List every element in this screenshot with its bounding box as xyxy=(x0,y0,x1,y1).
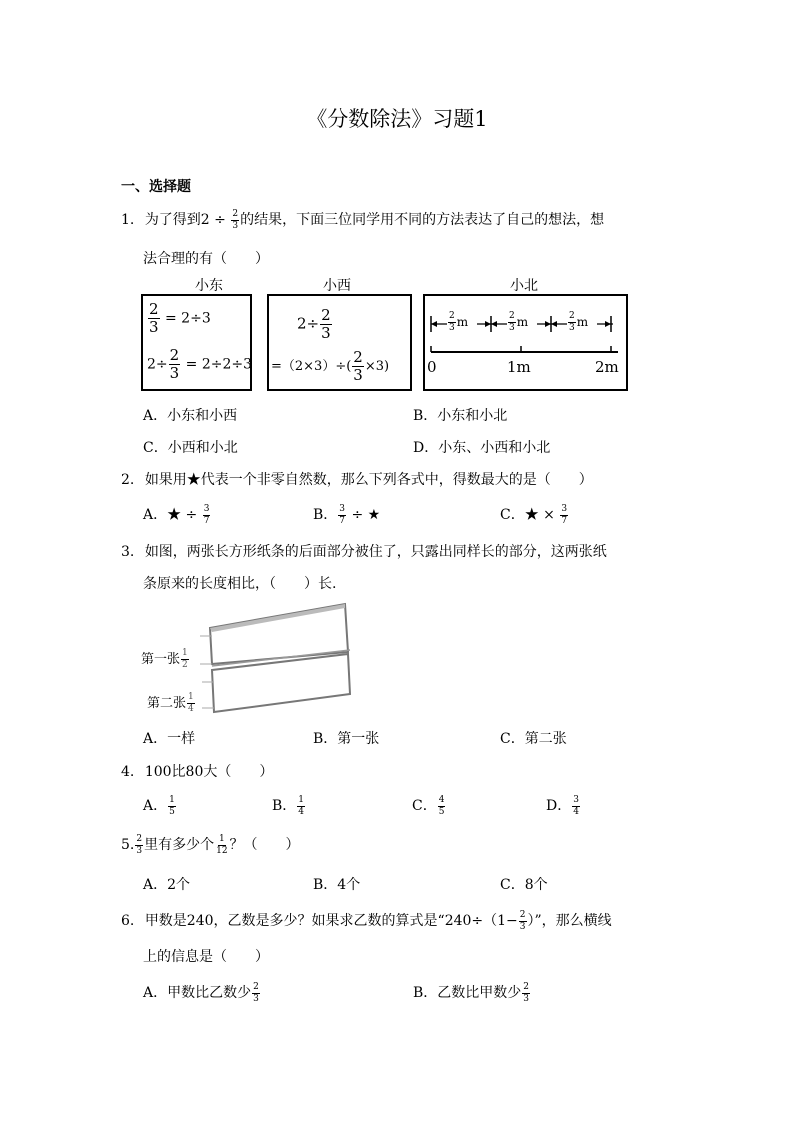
q4-option-c[interactable]: C． $\frac{4}{5}$ xyxy=(412,794,445,817)
label-xiaobei: 小北 xyxy=(510,278,538,294)
q3-line2: 条原来的长度相比，（ ）长. xyxy=(143,576,337,592)
q1-option-d[interactable]: D．小东、小西和小北 xyxy=(413,440,551,456)
q6-line2: 上的信息是（ ） xyxy=(143,949,269,965)
q1-option-c[interactable]: C．小西和小北 xyxy=(143,440,238,456)
box-xiaobei xyxy=(423,294,628,391)
q6-option-b[interactable]: B．乙数比甲数少 $\frac{2}{3}$ xyxy=(413,981,530,1004)
tick-label-0: 0 xyxy=(427,358,437,376)
label-xiaoxi: 小西 xyxy=(323,278,351,294)
q3-option-b[interactable]: B．第一张 xyxy=(313,731,380,747)
q4-line: 4. 100比80大（ ） xyxy=(121,764,274,780)
tick-label-1m: 1m xyxy=(507,358,531,376)
q1-line2: 法合理的有（ ） xyxy=(143,251,269,267)
number-line xyxy=(423,294,628,391)
q5-option-b[interactable]: B．4个 xyxy=(313,877,361,893)
q5-number: 5. xyxy=(121,837,135,853)
q2-option-c[interactable]: C．★ × $\frac{3}{7}$ xyxy=(500,503,568,526)
page-title: 《分数除法》习题1 xyxy=(306,107,488,131)
q5-line: 5. $\frac{2}{3}$ 里有多少个 $\frac{1}{12}$ ？（ ） xyxy=(121,833,300,856)
q6-number: 6. xyxy=(121,913,135,929)
seg-label-2: $\frac{2}{3}$ m xyxy=(509,311,529,333)
q3-option-a[interactable]: A．一样 xyxy=(143,731,196,747)
q6-line1: 6. 甲数是240，乙数是多少？如果求乙数的算式是“240÷（1− $\frac{2}{3}$ ）”，那么横线 xyxy=(121,909,612,932)
q1-option-b[interactable]: B．小东和小北 xyxy=(413,408,508,424)
xi-row2: =（2×3）÷( $\frac{2}{3}$ ×3) xyxy=(271,348,390,384)
q4-option-a[interactable]: A． $\frac{1}{5}$ xyxy=(143,794,175,817)
section-heading: 一、选择题 xyxy=(121,179,191,195)
q1-line1 xyxy=(121,209,604,231)
q4-option-b[interactable]: B． $\frac{1}{4}$ xyxy=(272,794,305,817)
q4-number: 4. xyxy=(121,764,135,780)
q3-option-c[interactable]: C．第二张 xyxy=(500,731,567,747)
xi-row1: 2÷ $\frac{2}{3}$ xyxy=(297,306,331,342)
dong-row2: 2÷ $\frac{2}{3}$ = 2÷2÷3 xyxy=(147,346,253,382)
q1-text-pre: 为了得到2 ÷ xyxy=(144,212,226,228)
q2-line xyxy=(121,469,593,489)
q2-option-b[interactable]: B． $\frac{3}{7}$ ÷ ★ xyxy=(313,503,381,526)
strip-label-second: 第二张 $\frac{1}{4}$ xyxy=(147,692,194,714)
seg-label-3: $\frac{2}{3}$ m xyxy=(569,311,589,333)
q1-option-a[interactable]: A．小东和小西 xyxy=(143,408,238,424)
box-xiaodong xyxy=(141,294,252,391)
q2-option-a[interactable]: A．★ ÷ $\frac{3}{7}$ xyxy=(143,503,210,526)
label-xiaodong: 小东 xyxy=(195,278,223,294)
q1-number: 1. xyxy=(121,212,135,228)
tick-label-2m: 2m xyxy=(595,358,619,376)
seg-label-1: $\frac{2}{3}$ m xyxy=(449,311,469,333)
box-xiaoxi xyxy=(267,294,412,391)
q4-option-d[interactable]: D． $\frac{3}{4}$ xyxy=(546,794,579,817)
q3-number: 3. xyxy=(121,544,135,560)
q2-number: 2. xyxy=(121,472,135,488)
q6-option-a[interactable]: A．甲数比乙数少 $\frac{2}{3}$ xyxy=(143,981,259,1004)
dong-row1: $\frac{2}{3}$ = 2÷3 xyxy=(149,300,211,336)
q1-text-post: 的结果，下面三位同学用不同的方法表达了自己的想法，想 xyxy=(240,212,605,228)
q5-option-c[interactable]: C．8个 xyxy=(500,877,548,893)
strip-label-first: 第一张 $\frac{1}{2}$ xyxy=(141,648,188,670)
q5-option-a[interactable]: A．2个 xyxy=(143,877,191,893)
q1-fraction: $\frac{2}{3}$ xyxy=(232,208,239,231)
q2-text: 如果用★代表一个非零自然数，那么下列各式中，得数最大的是（ ） xyxy=(144,472,593,488)
q3-line1: 3. 如图，两张长方形纸条的后面部分被住了，只露出同样长的部分，这两张纸 xyxy=(121,544,607,560)
